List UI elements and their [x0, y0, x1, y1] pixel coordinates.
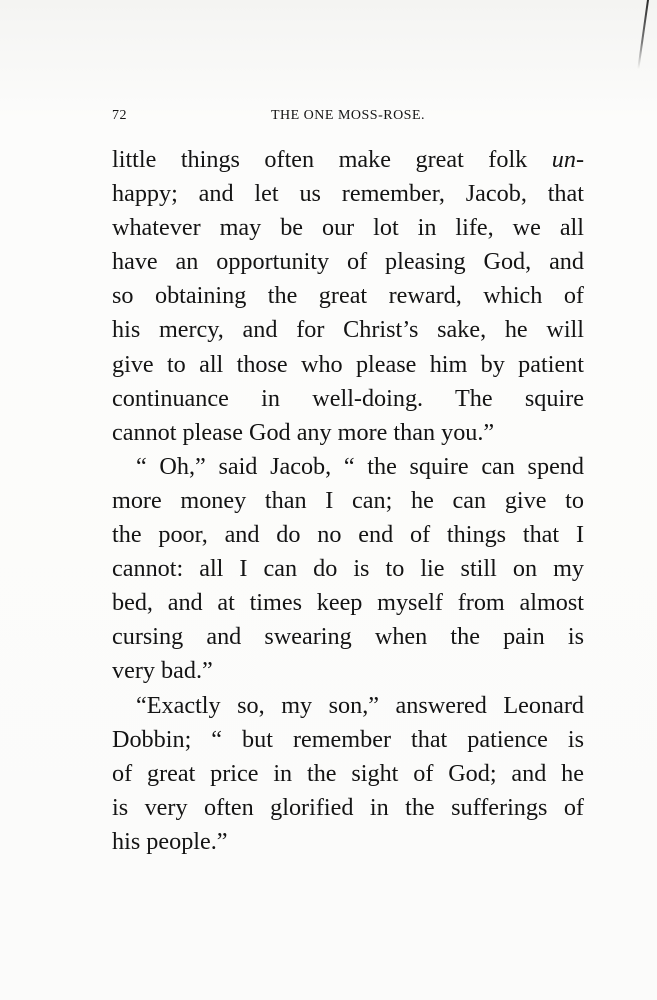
page-number: 72 [112, 108, 127, 123]
text-line: give to all those who please him by patient [112, 350, 584, 378]
text-line: happy; and let us remember, Jacob, that [112, 180, 584, 208]
text-line: bed, and at times keep myself from almost [112, 589, 584, 617]
page-edge-shadow [637, 0, 649, 69]
text-line: continuance in well-doing. The squire [112, 384, 584, 412]
italic-text: un- [551, 146, 584, 173]
text-line: is very often glorified in the sufferings of [112, 793, 584, 821]
text-line: whatever may be our lot in life, we all [112, 214, 584, 242]
text-line: “Exactly so, my son,” answered Leonard [136, 691, 584, 719]
paragraph [112, 450, 584, 689]
text-line: his mercy, and for Christ’s sake, he will [112, 316, 584, 344]
text-line: cannot: all I can do is to lie still on my [112, 555, 584, 583]
text-line: cursing and swearing when the pain is [112, 623, 584, 651]
text-line: cannot please God any more than you.” [112, 418, 495, 446]
text-line: the poor, and do no end of things that I [112, 521, 584, 549]
text-line: very bad.” [112, 657, 213, 685]
text-line: “ Oh,” said Jacob, “ the squire can spend [136, 452, 584, 480]
text-line: Dobbin; “ but remember that patience is [112, 725, 584, 753]
text-line: have an opportunity of pleasing God, and [112, 248, 584, 276]
text-line: more money than I can; he can give to [112, 486, 584, 514]
paragraph [112, 689, 584, 859]
running-title: THE ONE MOSS-ROSE. [270, 108, 426, 123]
text-line: his people.” [112, 827, 228, 855]
text-line: of great price in the sight of God; and he [112, 759, 584, 787]
paragraph [112, 143, 584, 450]
text-line: little things often make great folk un- [112, 146, 584, 173]
text-line: so obtaining the great reward, which of [112, 282, 584, 310]
body-text [112, 143, 584, 859]
page-header [112, 108, 584, 128]
